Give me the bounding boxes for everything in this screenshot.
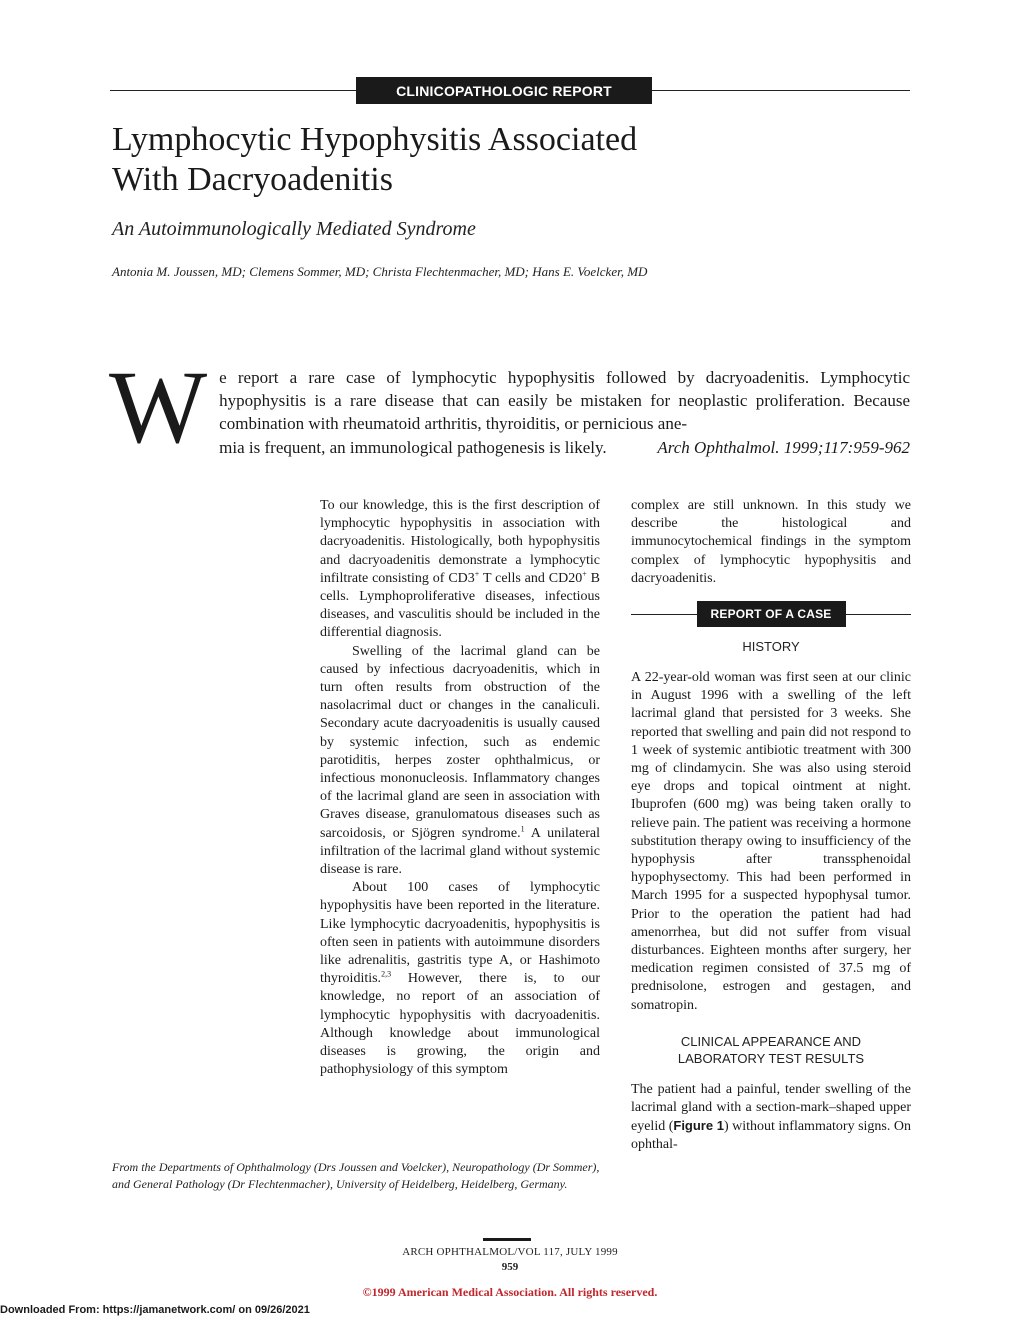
divider (846, 614, 912, 615)
paragraph: Swelling of the lacrimal gland can be caused by infectious dacryoadenitis, which in turn often results from obstruction of the nasolacrimal duct or changes in the canaliculi. Secondary acute dacryoadenitis is usually caused by systemic infection, such as endemic parotiditis, herpes zoster ophthalmicus, or infectious mononucleosis. Inflammatory changes of the lacrimal gland are seen in association with Graves disease, granulomatous diseases such as sarcoidosis, or Sjögren syndrome.$^1$ A unilateral infiltration of the lacrimal gland without systemic disease is rare. (320, 643, 600, 878)
subheading-clinical: CLINICAL APPEARANCE AND LABORATORY TEST RESULTS (677, 1033, 865, 1066)
section-heading-bar (631, 602, 911, 626)
journal-info: ARCH OPHTHALMOL/VOL 117, JULY 1999 (402, 1246, 618, 1258)
page-number: 959 (501, 1261, 519, 1273)
reference-marker: 1 (520, 824, 525, 833)
paragraph: About 100 cases of lymphocytic hypophysitis have been reported in the literature. Like lymphocytic dacryoadenitis, hypophysitis is often seen in patients with autoimmune disorders like adrenalitis, gastritis type A, or Hashimoto thyroiditis.$^{2,3}$ However, there is, to our knowledge, no report of an association of lymphocytic hypophysitis with dacryoadenitis. Although knowledge about immunological diseases is growing, the origin and pathophysiology of this symptom (320, 880, 600, 1078)
affiliation-footnote: From the Departments of Ophthalmology (Drs Joussen and Voelcker), Neuropathology (Dr Sommer), and General Pathology (Dr Flechtenmacher), University of Heidelberg, Heidelberg, Germany. (112, 1160, 600, 1191)
section-label: CLINICOPATHOLOGIC REPORT (356, 77, 652, 104)
abstract-last-line (219, 436, 910, 459)
paragraph: A 22-year-old woman was first seen at our clinic in August 1996 with a swelling of the left lacrimal gland that persisted for 3 weeks. She reported that swelling and pain did not respond to 1 week of systemic antibiotic treatment with 300 mg of clindamycin. She was also using steroid eye drops and topical ointment at night. Ibuprofen (600 mg) was being taken orally to relieve pain. The patient was receiving a hormone substitution therapy owing to insufficiency of the hypophysis after transsphenoidal hypophysectomy. This had been performed in March 1995 for a suspected hypophysal tumor. Prior to the operation the patient had had amenorrhea, but did not suffer from visual disturbances. Eighteen months after surgery, her medication regimen consisted of 37.5 mg of prednisolone, estrogen and gestagen, and somatropin. (631, 670, 911, 1013)
download-stamp: Downloaded From: https://jamanetwork.com/ on 09/26/2021 (0, 1304, 310, 1316)
reference-marker: 2,3 (381, 969, 392, 979)
subheading-history: HISTORY (742, 639, 800, 655)
section-heading-report-of-a-case: REPORT OF A CASE (697, 601, 846, 627)
paragraph: The patient had a painful, tender swelling of the lacrimal gland with a section-mark–shaped upper eyelid (Figure 1) without inflammatory signs. On ophthal- (631, 1081, 911, 1153)
drop-cap: W (109, 350, 208, 465)
body-column-left (320, 497, 600, 1080)
body-column-right (631, 497, 911, 1155)
abstract (109, 350, 910, 465)
abstract-conclusion: mia is frequent, an immunological pathogenesis is likely. (219, 437, 607, 457)
article-title (112, 120, 912, 200)
paragraph: complex are still unknown. In this study we describe the histological and immunocytochemical findings in the symptom complex of lymphocytic hypophysitis and dacryoadenitis. (631, 498, 911, 586)
footer-rule (483, 1238, 531, 1241)
abstract-text: e report a rare case of lymphocytic hypophysitis followed by dacryoadenitis. Lymphocytic hypophysitis is a rare disease that can easily be mistaken for neoplastic proliferation. Because combination with rheumatoid arthritis, thyroiditis, or pernicious ane- (219, 368, 910, 434)
superscript: + (582, 569, 587, 579)
divider (631, 614, 697, 615)
title-line-1: Lymphocytic Hypophysitis Associated (112, 121, 638, 158)
citation: Arch Ophthalmol. 1999;117:959-962 (657, 437, 910, 457)
author-list: Antonia M. Joussen, MD; Clemens Sommer, MD; Christa Flechtenmacher, MD; Hans E. Voelcker, MD (112, 264, 648, 279)
title-line-2: With Dacryoadenitis (112, 161, 393, 198)
article-subtitle: An Autoimmunologically Mediated Syndrome (112, 218, 476, 240)
figure-1-link[interactable]: Figure 1 (673, 1118, 724, 1134)
paragraph: To our knowledge, this is the first description of lymphocytic hypophysitis in association with dacryoadenitis. Histologically, both hypophysitis and dacryoadenitis demonstrate a lymphocytic infiltrate consisting of CD3+ T cells and CD20+ B cells. Lymphoproliferative diseases, infectious diseases, and vasculitis should be included in the differential diagnosis. (320, 498, 600, 641)
copyright-notice: ©1999 American Medical Association. All rights reserved. (362, 1285, 658, 1299)
superscript: + (474, 569, 480, 579)
